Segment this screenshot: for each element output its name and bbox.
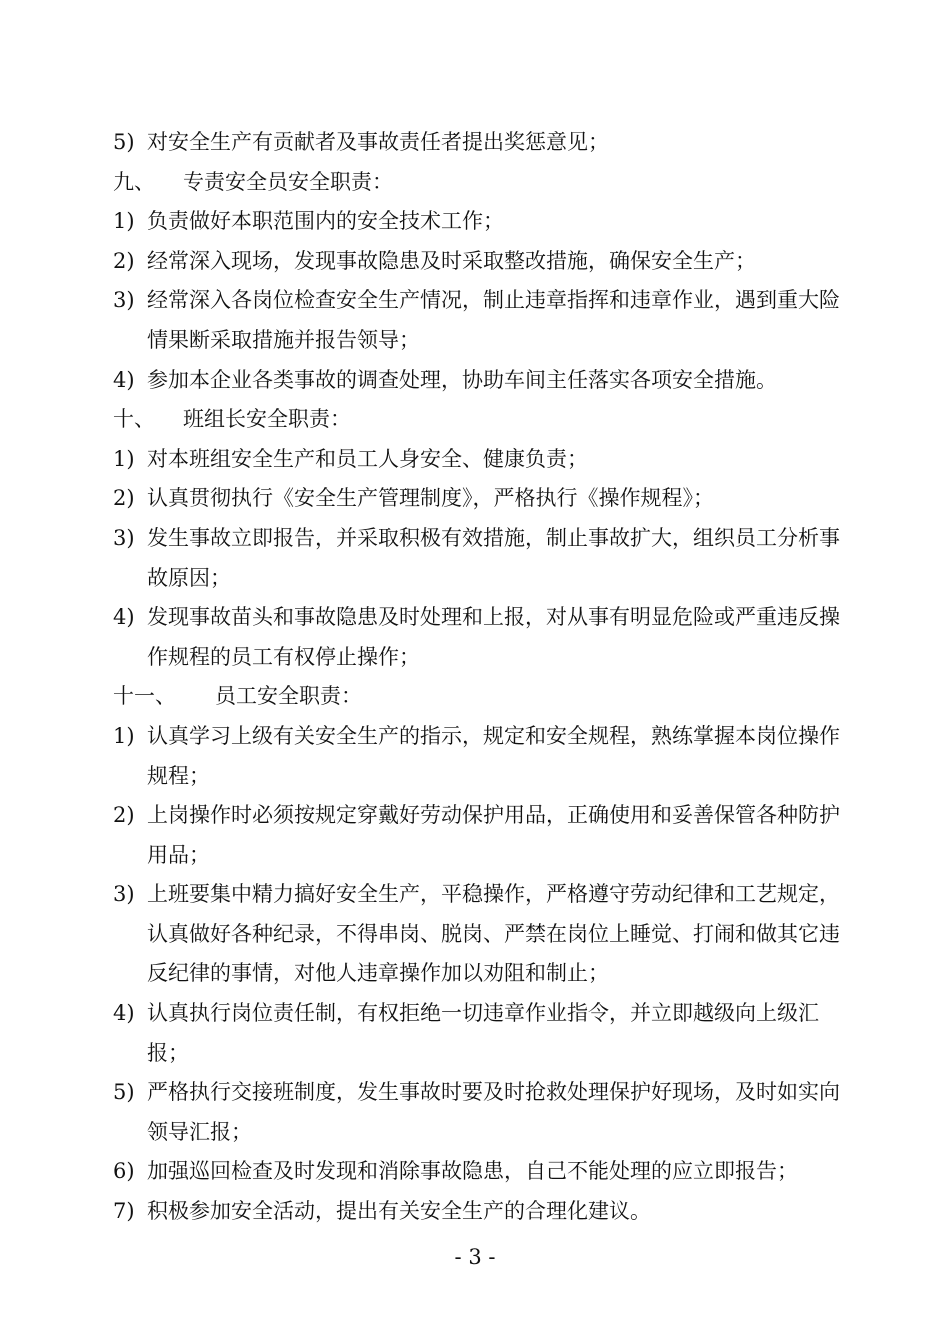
item-text: 认真执行岗位责任制，有权拒绝一切违章作业指令，并立即越级向上级汇报； bbox=[147, 1001, 819, 1065]
section-number: 十、 bbox=[113, 407, 155, 432]
section-heading-eleven bbox=[113, 677, 843, 717]
item-number: 7) bbox=[113, 1199, 135, 1224]
list-item bbox=[113, 519, 843, 598]
item-text: 认真学习上级有关安全生产的指示，规定和安全规程，熟练掌握本岗位操作规程； bbox=[147, 723, 840, 788]
item-number: 4) bbox=[113, 367, 135, 392]
list-item bbox=[113, 717, 843, 796]
list-item bbox=[113, 361, 843, 401]
list-item bbox=[113, 281, 843, 360]
list-item bbox=[113, 875, 843, 994]
list-item bbox=[113, 1192, 843, 1232]
item-text: 参加本企业各类事故的调查处理，协助车间主任落实各项安全措施。 bbox=[147, 367, 777, 392]
item-text: 对本班组安全生产和员工人身安全、健康负责； bbox=[147, 446, 588, 471]
section-title: 班组长安全职责： bbox=[183, 407, 351, 432]
item-number: 4) bbox=[113, 1001, 135, 1026]
item-number: 5) bbox=[113, 1080, 135, 1105]
list-item bbox=[113, 440, 843, 480]
item-number: 6) bbox=[113, 1159, 135, 1184]
item-text: 发现事故苗头和事故隐患及时处理和上报，对从事有明显危险或严重违反操作规程的员工有权停止操作； bbox=[147, 605, 840, 669]
item-text: 经常深入各岗位检查安全生产情况，制止违章指挥和违章作业，遇到重大险情果断采取措施并报告领导； bbox=[147, 288, 840, 352]
item-number: 3) bbox=[113, 525, 135, 550]
list-item bbox=[113, 202, 843, 242]
item-text: 上岗操作时必须按规定穿戴好劳动保护用品，正确使用和妥善保管各种防护用品； bbox=[147, 803, 840, 867]
section-number: 十一、 bbox=[113, 684, 176, 709]
item-number: 3) bbox=[113, 882, 135, 907]
item-number: 1) bbox=[113, 209, 135, 234]
list-item bbox=[113, 796, 843, 875]
item-text: 严格执行交接班制度，发生事故时要及时抢救处理保护好现场，及时如实向领导汇报； bbox=[147, 1080, 840, 1144]
item-number: 1) bbox=[113, 446, 135, 471]
item-text: 发生事故立即报告，并采取积极有效措施，制止事故扩大，组织员工分析事故原因； bbox=[147, 525, 840, 590]
item-text: 经常深入现场，发现事故隐患及时采取整改措施，确保安全生产； bbox=[147, 248, 756, 273]
item-number: 2) bbox=[113, 248, 135, 273]
section-number: 九、 bbox=[113, 169, 155, 194]
section-heading-nine bbox=[113, 163, 843, 203]
document-body bbox=[113, 123, 843, 1232]
list-item bbox=[113, 1073, 843, 1152]
list-item bbox=[113, 123, 843, 163]
item-text: 加强巡回检查及时发现和消除事故隐患，自己不能处理的应立即报告； bbox=[147, 1159, 798, 1184]
section-heading-ten bbox=[113, 400, 843, 440]
page-number: - 3 - bbox=[454, 1245, 496, 1269]
list-item bbox=[113, 994, 843, 1073]
item-text: 上班要集中精力搞好安全生产，平稳操作，严格遵守劳动纪律和工艺规定，认真做好各种纪录，不得串岗、脱岗、严禁在岗位上睡觉、打闹和做其它违反纪律的事情，对他人违章操作加以劝阻和制止； bbox=[147, 882, 840, 986]
section-title: 专责安全员安全职责： bbox=[183, 169, 393, 194]
item-text: 积极参加安全活动，提出有关安全生产的合理化建议。 bbox=[147, 1199, 651, 1224]
item-number: 2) bbox=[113, 486, 135, 511]
list-item bbox=[113, 479, 843, 519]
list-item bbox=[113, 1152, 843, 1192]
item-text: 对安全生产有贡献者及事故责任者提出奖惩意见； bbox=[147, 130, 609, 154]
item-number: 5) bbox=[113, 130, 135, 154]
section-title: 员工安全职责： bbox=[215, 684, 362, 709]
list-item bbox=[113, 598, 843, 677]
item-number: 1) bbox=[113, 723, 135, 748]
item-number: 2) bbox=[113, 803, 135, 828]
item-text: 负责做好本职范围内的安全技术工作； bbox=[147, 209, 504, 234]
item-number: 4) bbox=[113, 605, 135, 630]
item-number: 3) bbox=[113, 288, 135, 313]
item-text: 认真贯彻执行《安全生产管理制度》，严格执行《操作规程》； bbox=[147, 486, 714, 511]
list-item bbox=[113, 242, 843, 282]
